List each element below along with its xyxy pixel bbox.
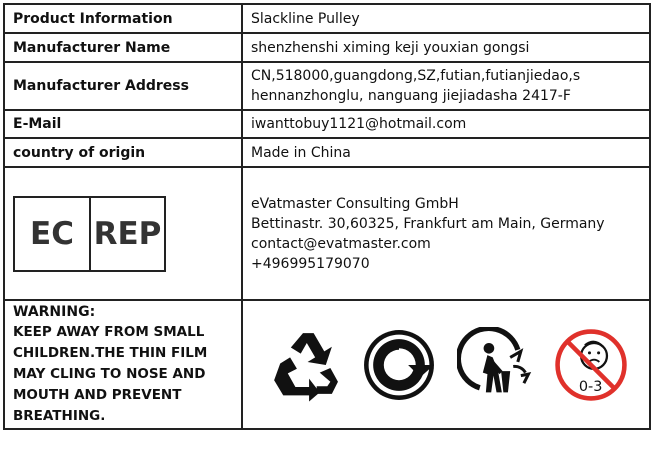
- ec-rep-contact: [242, 167, 650, 300]
- not-for-children-0-3-icon: [553, 327, 629, 403]
- warning-line: KEEP AWAY FROM SMALL: [13, 324, 205, 340]
- table-row: [4, 110, 650, 138]
- warning-title: WARNING:: [13, 304, 96, 320]
- warning-cell: [4, 300, 242, 429]
- row-label: Manufacturer Name: [4, 33, 242, 62]
- row-value: Made in China: [242, 138, 650, 167]
- row-value: shenzhenshi ximing keji youxian gongsi: [242, 33, 650, 62]
- table-row: [4, 62, 650, 110]
- warning-line: BREATHING.: [13, 408, 106, 424]
- row-value: Slackline Pulley: [242, 4, 650, 33]
- row-label: E-Mail: [4, 110, 242, 138]
- row-label: Product Information: [4, 4, 242, 33]
- table-row: [4, 167, 650, 300]
- symbol-row: [251, 327, 643, 403]
- ec-rep-company: eVatmaster Consulting GmbH: [251, 195, 459, 212]
- tidyman-icon: [457, 327, 533, 403]
- row-label: Manufacturer Address: [4, 62, 242, 110]
- ec-rep-mark: [13, 196, 166, 272]
- product-info-sheet: [3, 3, 647, 451]
- green-dot-icon: [361, 327, 437, 403]
- table-row: [4, 300, 650, 429]
- recycle-icon: [265, 327, 341, 403]
- warning-line: MAY CLING TO NOSE AND: [13, 366, 206, 382]
- product-info-table: [3, 3, 651, 430]
- warning-line: MOUTH AND PREVENT: [13, 387, 182, 403]
- ec-rep-phone: +496995179070: [251, 255, 370, 272]
- row-label: country of origin: [4, 138, 242, 167]
- address-line: CN,518000,guangdong,SZ,futian,futianjiedao,s: [251, 68, 581, 84]
- age-label: 0-3: [578, 378, 603, 395]
- warning-line: CHILDREN.THE THIN FILM: [13, 345, 208, 361]
- ec-rep-mark-left: EC: [15, 198, 91, 270]
- ec-rep-cell: [4, 167, 242, 300]
- table-row: [4, 138, 650, 167]
- table-row: [4, 33, 650, 62]
- ec-rep-mark-right: REP: [93, 215, 162, 252]
- table-row: [4, 4, 650, 33]
- symbols-cell: [242, 300, 650, 429]
- address-line: hennanzhonglu, nanguang jiejiadasha 2417-F: [251, 88, 571, 104]
- email-value: iwanttobuy1121@hotmail.com: [242, 110, 650, 138]
- warning-body: [13, 322, 235, 427]
- ec-rep-address: Bettinastr. 30,60325, Frankfurt am Main, Germany: [251, 215, 605, 232]
- row-value: [242, 62, 650, 110]
- ec-rep-email: contact@evatmaster.com: [251, 235, 431, 252]
